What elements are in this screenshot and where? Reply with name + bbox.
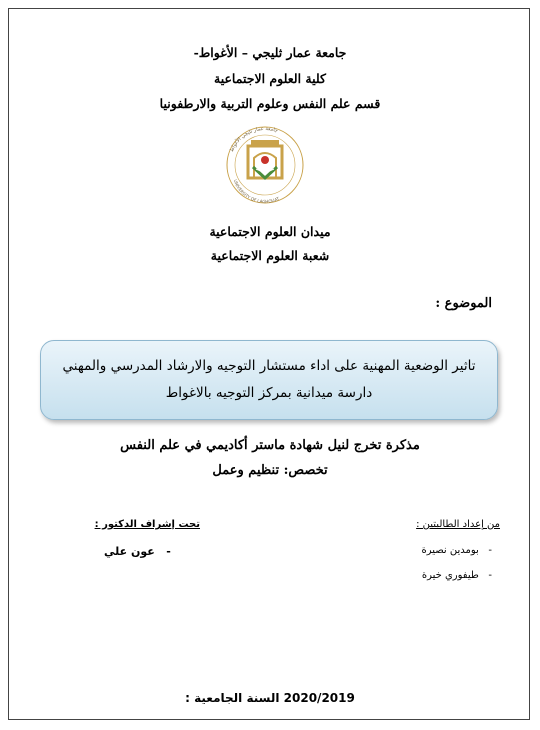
thesis-specialty: تخصص: تنظيم وعمل: [212, 463, 328, 478]
svg-text:UNIVERSITY OF LAGHOUAT: [233, 179, 281, 204]
student-name: - بومدين نصيرة: [421, 545, 492, 556]
supervisor-label: تحت إشراف الدكتور :: [94, 519, 200, 530]
supervisor-name: - عون علي: [104, 545, 171, 558]
svg-text:جامعة عمار ثليجي الأغواط: [229, 126, 279, 153]
subject-title-line2: دارسة ميدانية بمركز التوجيه بالاغواط: [165, 385, 373, 401]
department-name: قسم علم النفس وعلوم التربية والارطفونيا: [159, 96, 381, 111]
student-name: - طيفوري خيرة: [421, 570, 492, 581]
academic-year-label: السنة الجامعية :: [185, 691, 280, 705]
logo-ring-bottom-text: UNIVERSITY OF LAGHOUAT: [232, 178, 280, 205]
thesis-degree: مذكرة تخرج لنيل شهادة ماستر أكاديمي في علم النفس: [120, 438, 420, 453]
subject-title-line1: تاثير الوضعية المهنية على اداء مستشار التوجيه والارشاد المدرسي والمهني: [62, 358, 476, 374]
subject-label: الموضوع :: [435, 296, 492, 311]
students-label: من إعداد الطالبتين :: [416, 519, 500, 530]
subject-title-box: [40, 340, 498, 420]
university-logo: [220, 120, 310, 205]
academic-year-value: 2020/2019: [283, 691, 355, 705]
field-branch: شعبة العلوم الاجتماعية: [210, 248, 330, 263]
field-domain: ميدان العلوم الاجتماعية: [209, 224, 331, 239]
university-name: جامعة عمار ثليجي – الأغواط-: [193, 45, 347, 60]
logo-ring-top-text: جامعة عمار ثليجي الأغواط: [228, 125, 279, 153]
academic-year: [0, 691, 540, 705]
faculty-name: كلية العلوم الاجتماعية: [214, 71, 326, 86]
